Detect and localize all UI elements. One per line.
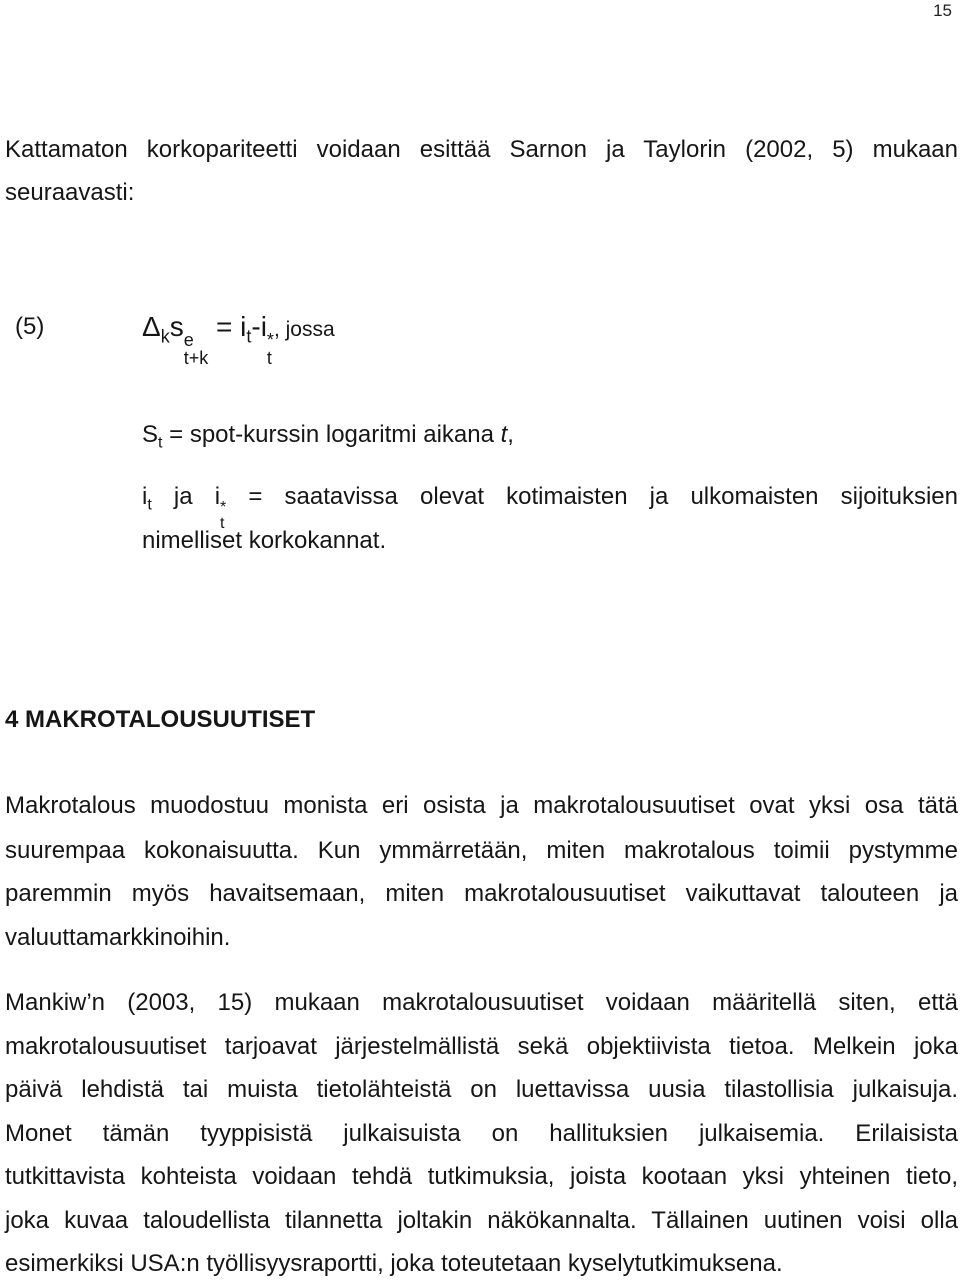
definition-i-subscript: t bbox=[147, 496, 152, 514]
paragraph-line: valuuttamarkkinoihin. bbox=[5, 924, 231, 951]
equation-s-scripts bbox=[184, 331, 209, 367]
definition-s-subscript: t bbox=[158, 434, 163, 452]
page-number: 15 bbox=[933, 1, 952, 20]
equation-i-star-subscript: t bbox=[266, 347, 272, 368]
paragraph-line: paremmin myös havaitsemaan, miten makrotalousuutiset vaikuttavat talouteen ja bbox=[5, 880, 958, 907]
equation-i-star-scripts bbox=[267, 331, 274, 367]
equation bbox=[142, 310, 335, 368]
intro-line: seuraavasti: bbox=[5, 179, 135, 206]
definition-i-symbol: i bbox=[142, 483, 148, 510]
definition-i-text: = saatavissa olevat kotimaisten ja ulkomaisten sijoituksien bbox=[226, 483, 959, 510]
equation-s-subscript: t+k bbox=[183, 347, 209, 368]
definition-s-end: , bbox=[507, 421, 514, 448]
equation-equals-i: = i bbox=[208, 311, 247, 342]
paragraph-line: joka kuvaa taloudellista tilannetta joltakin näkökannalta. Tällainen uutinen voisi olla bbox=[5, 1207, 958, 1234]
section-heading: 4 MAKROTALOUSUUTISET bbox=[5, 706, 316, 733]
paragraph-line: Makrotalous muodostuu monista eri osista ja makrotalousuutiset ovat yksi osa tätä bbox=[5, 792, 958, 819]
definition-i-star-symbol: i bbox=[214, 483, 221, 510]
equation-delta-subscript: k bbox=[160, 326, 170, 347]
equation-tail: , jossa bbox=[273, 318, 335, 341]
equation-i-subscript: t bbox=[246, 326, 252, 347]
equation-i-star-superscript: * bbox=[266, 329, 274, 350]
paragraph-line: esimerkiksi USA:n työllisyysraportti, joka toteutetaan kyselytutkimuksena. bbox=[5, 1250, 783, 1277]
definition-s-text: = spot-kurssin logaritmi aikana bbox=[162, 421, 501, 448]
definition-s-symbol: S bbox=[142, 421, 159, 448]
equation-s: s bbox=[169, 311, 184, 342]
paragraph-line: tutkittavista kohteista voidaan tehdä tutkimuksia, joista kootaan yksi yhteinen tieto, bbox=[5, 1163, 958, 1190]
definition-i-star-subscript: t bbox=[220, 515, 225, 532]
equation-s-superscript: e bbox=[183, 329, 194, 350]
paragraph-line: Monet tämän tyyppisistä julkaisuista on hallituksien julkaisemia. Erilaisista bbox=[5, 1120, 958, 1147]
definition-s-variable: t bbox=[500, 421, 508, 448]
definition-i-star-superscript: * bbox=[220, 499, 227, 516]
definition-s bbox=[142, 420, 958, 450]
definition-i bbox=[142, 482, 959, 532]
paragraph-line: päivä lehdistä tai muista tietolähteistä on luettavissa uusia tilastollisia julkaisuja. bbox=[5, 1076, 958, 1103]
equation-delta: Δ bbox=[142, 311, 161, 342]
definition-i-continuation: nimelliset korkokannat. bbox=[142, 527, 387, 554]
paragraph-line: suurempaa kokonaisuutta. Kun ymmärretään, miten makrotalous toimii pystymme bbox=[5, 837, 958, 864]
paragraph-line: Mankiw’n (2003, 15) mukaan makrotalousuutiset voidaan määritellä siten, että bbox=[5, 989, 958, 1016]
paragraph-line: makrotalousuutiset tarjoavat järjestelmällistä sekä objektiivista tietoa. Melkein joka bbox=[5, 1033, 958, 1060]
intro-line: Kattamaton korkopariteetti voidaan esittää Sarnon ja Taylorin (2002, 5) mukaan bbox=[5, 136, 958, 163]
equation-number: (5) bbox=[15, 313, 45, 340]
equation-minus-i: -i bbox=[251, 311, 267, 342]
definition-i-join: ja bbox=[151, 483, 215, 510]
